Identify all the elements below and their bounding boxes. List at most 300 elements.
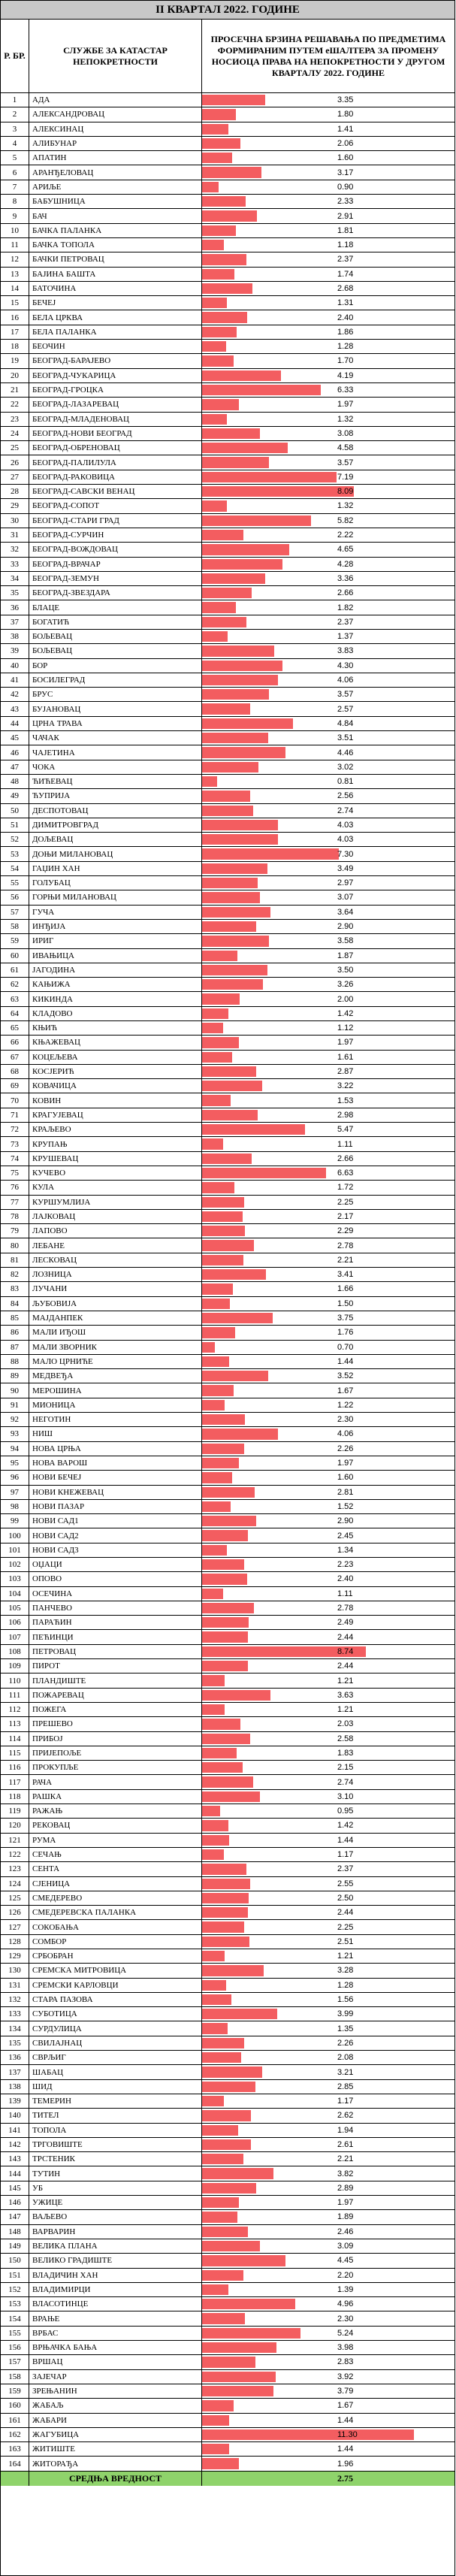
value-cell <box>202 2196 454 2209</box>
value-label: 1.52 <box>337 1501 354 1511</box>
table-row <box>1 1645 454 1659</box>
table-row <box>1 1703 454 1717</box>
service-name: ВАРВАРИН <box>29 2225 202 2239</box>
value-label: 2.66 <box>337 1153 354 1163</box>
value-label: 6.33 <box>337 385 354 395</box>
value-label: 4.06 <box>337 1429 354 1439</box>
value-cell <box>202 1486 454 1499</box>
row-number: 65 <box>1 1021 29 1035</box>
value-cell <box>202 209 454 222</box>
value-label: 3.83 <box>337 646 354 656</box>
value-cell <box>202 2414 454 2427</box>
value-bar <box>202 1211 243 1222</box>
value-cell <box>202 2152 454 2166</box>
service-name: КЊАЖЕВАЦ <box>29 1036 202 1049</box>
service-name: РАЖАЊ <box>29 1804 202 1818</box>
service-name: СУРДУЛИЦА <box>29 2021 202 2035</box>
value-bar <box>202 1138 223 1149</box>
value-label: 1.12 <box>337 1023 354 1033</box>
value-label: 3.35 <box>337 95 354 105</box>
value-cell <box>202 2094 454 2108</box>
value-bar <box>202 1545 227 1556</box>
table-row <box>1 1268 454 1282</box>
service-name: БЕОГРАД-ЛАЗАРЕВАЦ <box>29 398 202 411</box>
table-row <box>1 1543 454 1558</box>
table-row <box>1 2109 454 2123</box>
row-number: 27 <box>1 470 29 484</box>
value-label: 2.78 <box>337 1241 354 1250</box>
value-bar <box>202 1690 270 1701</box>
row-number: 16 <box>1 310 29 324</box>
value-label: 7.19 <box>337 472 354 482</box>
value-bar <box>202 2183 256 2194</box>
table-row <box>1 688 454 702</box>
service-name: БЕОГРАД-МЛАДЕНОВАЦ <box>29 413 202 426</box>
table-row <box>1 2428 454 2442</box>
value-bar <box>202 1835 229 1846</box>
table-row <box>1 1413 454 1427</box>
row-number: 133 <box>1 2007 29 2021</box>
value-cell <box>202 1166 454 1180</box>
value-bar <box>202 443 288 453</box>
row-number: 116 <box>1 1761 29 1774</box>
table-row <box>1 2007 454 2021</box>
value-bar <box>202 559 282 570</box>
table-row <box>1 963 454 978</box>
row-number: 137 <box>1 2065 29 2079</box>
value-label: 0.81 <box>337 777 354 787</box>
table-row <box>1 2370 454 2384</box>
value-cell <box>202 514 454 528</box>
service-name: ЛЕБАНЕ <box>29 1238 202 1252</box>
service-name: БЕОГРАД-СОПОТ <box>29 499 202 512</box>
row-number: 58 <box>1 920 29 933</box>
table-row <box>1 1369 454 1383</box>
value-bar <box>202 747 285 757</box>
service-name: НОВИ САД1 <box>29 1514 202 1528</box>
table-row <box>1 209 454 223</box>
value-bar <box>202 414 227 425</box>
row-number: 53 <box>1 847 29 860</box>
row-number: 114 <box>1 1732 29 1746</box>
value-cell <box>202 2269 454 2282</box>
row-number: 8 <box>1 195 29 208</box>
table-row <box>1 1920 454 1934</box>
value-cell <box>202 2021 454 2035</box>
row-number: 162 <box>1 2428 29 2441</box>
value-bar <box>202 1008 228 1019</box>
row-number: 96 <box>1 1471 29 1484</box>
table-row <box>1 485 454 499</box>
value-label: 2.15 <box>337 1763 354 1773</box>
value-cell <box>202 804 454 818</box>
value-bar <box>202 1820 228 1831</box>
row-number: 47 <box>1 760 29 774</box>
table-row <box>1 180 454 195</box>
table-header <box>1 20 454 93</box>
row-number: 76 <box>1 1181 29 1194</box>
value-label: 1.82 <box>337 603 354 612</box>
value-cell <box>202 340 454 353</box>
value-cell <box>202 949 454 963</box>
value-bar <box>202 1052 232 1063</box>
value-bar <box>202 2139 251 2150</box>
value-label: 4.96 <box>337 2299 354 2309</box>
value-cell <box>202 978 454 991</box>
value-cell <box>202 310 454 324</box>
value-bar <box>202 182 219 192</box>
service-name: СРБОБРАН <box>29 1949 202 1963</box>
table-row <box>1 2239 454 2254</box>
value-bar <box>202 675 278 685</box>
service-name: МАЛИ ЗВОРНИК <box>29 1341 202 1354</box>
service-name: ЦРНА ТРАВА <box>29 717 202 730</box>
value-cell <box>202 1572 454 1586</box>
table-row <box>1 369 454 383</box>
service-name: АРИЉЕ <box>29 180 202 194</box>
value-cell <box>202 1616 454 1629</box>
value-label: 2.61 <box>337 2140 354 2149</box>
value-label: 4.28 <box>337 559 354 569</box>
average-value: 2.75 <box>337 2472 353 2484</box>
row-number: 110 <box>1 1673 29 1687</box>
value-label: 4.58 <box>337 443 354 453</box>
value-bar <box>202 1472 232 1483</box>
table-row <box>1 890 454 905</box>
value-label: 1.53 <box>337 1096 354 1105</box>
table-row <box>1 1659 454 1673</box>
row-number: 127 <box>1 1920 29 1934</box>
row-number: 6 <box>1 165 29 179</box>
row-number: 100 <box>1 1528 29 1542</box>
value-label: 3.64 <box>337 907 354 917</box>
value-bar <box>202 965 267 975</box>
service-name: КАЊИЖА <box>29 978 202 991</box>
value-label: 2.00 <box>337 994 354 1004</box>
value-bar <box>202 1980 226 1991</box>
row-number: 93 <box>1 1427 29 1441</box>
value-bar <box>202 1791 260 1802</box>
service-name: ЛЕСКОВАЦ <box>29 1253 202 1267</box>
value-bar <box>202 1197 244 1208</box>
value-cell <box>202 1137 454 1150</box>
value-bar <box>202 2110 251 2121</box>
table-row <box>1 630 454 644</box>
value-label: 4.19 <box>337 370 354 380</box>
value-bar <box>202 2038 244 2048</box>
service-name: НОВИ БЕЧЕЈ <box>29 1471 202 1484</box>
service-name: ПРОКУПЉЕ <box>29 1761 202 1774</box>
table-row <box>1 2196 454 2210</box>
table-row <box>1 528 454 543</box>
service-name: ГОРЊИ МИЛАНОВАЦ <box>29 890 202 904</box>
value-cell <box>202 151 454 165</box>
value-cell <box>202 920 454 933</box>
row-number: 5 <box>1 151 29 165</box>
table-row <box>1 659 454 673</box>
value-cell <box>202 890 454 904</box>
value-label: 1.86 <box>337 327 354 337</box>
row-number: 68 <box>1 1065 29 1078</box>
table-row <box>1 441 454 455</box>
value-bar <box>202 1066 256 1077</box>
value-bar <box>202 2096 224 2106</box>
service-name: СОКОБАЊА <box>29 1920 202 1934</box>
value-bar <box>202 1255 243 1265</box>
value-cell <box>202 195 454 208</box>
service-name: БЕОЧИН <box>29 340 202 353</box>
table-row <box>1 1528 454 1543</box>
average-label: СРЕДЊА ВРЕДНОСТ <box>29 2472 202 2486</box>
table-row <box>1 2442 454 2457</box>
value-bar <box>202 500 227 511</box>
table-row <box>1 2036 454 2051</box>
value-bar <box>202 1734 250 1744</box>
value-bar <box>202 1849 224 1860</box>
value-label: 3.26 <box>337 980 354 990</box>
service-name: ИРИГ <box>29 934 202 948</box>
value-label: 1.97 <box>337 2198 354 2208</box>
value-label: 3.36 <box>337 573 354 583</box>
value-cell <box>202 1543 454 1557</box>
value-cell <box>202 688 454 701</box>
value-bar <box>202 1110 258 1120</box>
table-row <box>1 122 454 137</box>
service-name: ПРЕШЕВО <box>29 1717 202 1731</box>
value-label: 2.90 <box>337 1516 354 1526</box>
service-name: СМЕДЕРЕВСКА ПАЛАНКА <box>29 1906 202 1919</box>
value-label: 1.72 <box>337 1183 354 1193</box>
value-label: 1.21 <box>337 1952 354 1961</box>
service-name: МЕРОШИНА <box>29 1383 202 1397</box>
row-number: 67 <box>1 1051 29 1064</box>
value-cell <box>202 1007 454 1020</box>
value-label: 3.07 <box>337 893 354 903</box>
value-bar <box>202 2227 248 2237</box>
value-cell <box>202 1819 454 1832</box>
row-number: 69 <box>1 1079 29 1093</box>
value-cell <box>202 1355 454 1368</box>
value-cell <box>202 615 454 629</box>
value-bar <box>202 2212 237 2222</box>
value-label: 1.18 <box>337 240 354 250</box>
value-cell <box>202 1935 454 1949</box>
service-name: НОВИ ПАЗАР <box>29 1500 202 1513</box>
table-row <box>1 876 454 890</box>
row-number: 164 <box>1 2457 29 2470</box>
service-name: УЖИЦЕ <box>29 2196 202 2209</box>
value-label: 2.30 <box>337 2314 354 2324</box>
value-label: 3.49 <box>337 863 354 873</box>
value-cell <box>202 1123 454 1136</box>
table-row <box>1 2384 454 2399</box>
value-label: 3.21 <box>337 2067 354 2077</box>
average-row-number <box>1 2472 29 2486</box>
value-cell <box>202 1108 454 1122</box>
table-row <box>1 717 454 731</box>
service-name: АЛИБУНАР <box>29 137 202 150</box>
value-cell <box>202 1848 454 1861</box>
service-name: АДА <box>29 93 202 107</box>
value-bar <box>202 341 226 352</box>
table-row <box>1 673 454 688</box>
value-label: 1.97 <box>337 400 354 410</box>
value-cell <box>202 2124 454 2137</box>
value-cell <box>202 1383 454 1397</box>
value-bar <box>202 1283 233 1294</box>
value-bar <box>202 2241 260 2251</box>
table-row <box>1 1196 454 1210</box>
table-row <box>1 745 454 760</box>
table-row <box>1 1210 454 1224</box>
table-row <box>1 2065 454 2079</box>
value-cell <box>202 630 454 643</box>
value-cell <box>202 1761 454 1774</box>
value-cell <box>202 2341 454 2354</box>
value-label: 1.39 <box>337 2284 354 2294</box>
table-row <box>1 1238 454 1253</box>
service-name: ВАЉЕВО <box>29 2210 202 2224</box>
table-row <box>1 1862 454 1876</box>
service-name: ТОПОЛА <box>29 2124 202 2137</box>
value-bar <box>202 588 252 598</box>
value-label: 8.09 <box>337 487 354 497</box>
row-number: 158 <box>1 2370 29 2384</box>
value-bar <box>202 820 278 830</box>
table-row <box>1 1979 454 1993</box>
table-row <box>1 1152 454 1166</box>
row-number: 79 <box>1 1224 29 1238</box>
value-cell <box>202 1238 454 1252</box>
table-row <box>1 1891 454 1906</box>
value-cell <box>202 369 454 382</box>
row-number: 144 <box>1 2166 29 2180</box>
value-label: 2.74 <box>337 806 354 815</box>
service-name: ПАРАЋИН <box>29 1616 202 1629</box>
row-number: 109 <box>1 1659 29 1673</box>
row-number: 155 <box>1 2327 29 2340</box>
value-label: 1.44 <box>337 1835 354 1845</box>
service-name: КРУПАЊ <box>29 1137 202 1150</box>
service-name: ЛУЧАНИ <box>29 1282 202 1296</box>
value-cell <box>202 2036 454 2050</box>
row-number: 82 <box>1 1268 29 1281</box>
value-cell <box>202 1920 454 1934</box>
value-cell <box>202 2051 454 2064</box>
value-cell <box>202 252 454 266</box>
table-row <box>1 1673 454 1688</box>
value-label: 3.10 <box>337 1791 354 1801</box>
table-row <box>1 2225 454 2239</box>
table-row <box>1 1775 454 1789</box>
row-number: 89 <box>1 1369 29 1383</box>
value-bar <box>202 834 278 845</box>
service-name: СРЕМСКИ КАРЛОВЦИ <box>29 1979 202 1992</box>
table-row <box>1 354 454 368</box>
value-cell <box>202 2399 454 2412</box>
row-number: 70 <box>1 1093 29 1107</box>
value-label: 1.42 <box>337 1821 354 1831</box>
row-number: 1 <box>1 93 29 107</box>
value-label: 2.20 <box>337 2270 354 2280</box>
service-name: СТАРА ПАЗОВА <box>29 1993 202 2006</box>
row-number: 98 <box>1 1500 29 1513</box>
value-bar <box>202 1603 254 1613</box>
table-row <box>1 1442 454 1456</box>
service-name: ЈАГОДИНА <box>29 963 202 977</box>
value-label: 1.41 <box>337 124 354 134</box>
table-row <box>1 2355 454 2369</box>
value-label: 1.50 <box>337 1299 354 1308</box>
row-number: 39 <box>1 644 29 658</box>
service-name: СВИЛАЈНАЦ <box>29 2036 202 2050</box>
service-name: БОГАТИЋ <box>29 615 202 629</box>
value-label: 2.06 <box>337 139 354 149</box>
value-label: 2.56 <box>337 791 354 801</box>
value-label: 3.50 <box>337 965 354 975</box>
value-label: 2.50 <box>337 1893 354 1903</box>
table-row <box>1 847 454 861</box>
service-name: ОПОВО <box>29 1572 202 1586</box>
table-row <box>1 1253 454 1268</box>
value-label: 1.87 <box>337 951 354 960</box>
value-cell <box>202 1862 454 1876</box>
value-label: 2.45 <box>337 1531 354 1540</box>
row-number: 97 <box>1 1486 29 1499</box>
service-name: РЕКОВАЦ <box>29 1819 202 1832</box>
table-row <box>1 760 454 775</box>
table-row <box>1 1427 454 1441</box>
value-cell <box>202 1645 454 1658</box>
row-number: 2 <box>1 107 29 121</box>
value-label: 3.57 <box>337 458 354 467</box>
value-bar <box>202 2444 229 2454</box>
row-number: 32 <box>1 543 29 556</box>
value-bar <box>202 1240 254 1250</box>
value-cell <box>202 1558 454 1571</box>
value-cell <box>202 963 454 977</box>
service-name: БАЈИНА БАШТА <box>29 268 202 281</box>
value-label: 3.09 <box>337 2242 354 2251</box>
row-number: 72 <box>1 1123 29 1136</box>
service-name: БАБУШНИЦА <box>29 195 202 208</box>
service-name: МАЛИ ИЂОШ <box>29 1326 202 1339</box>
value-cell <box>202 717 454 730</box>
value-cell <box>202 2428 454 2441</box>
value-bar <box>202 312 247 322</box>
value-bar <box>202 1951 225 1961</box>
value-bar <box>202 631 228 642</box>
value-bar <box>202 1414 245 1425</box>
table-row <box>1 2341 454 2355</box>
table-row <box>1 413 454 427</box>
value-bar <box>202 1907 248 1918</box>
row-number: 145 <box>1 2181 29 2195</box>
value-label: 1.80 <box>337 110 354 119</box>
value-cell <box>202 325 454 339</box>
table-row <box>1 2399 454 2413</box>
row-number: 54 <box>1 862 29 875</box>
row-number: 77 <box>1 1196 29 1209</box>
service-name: ЖАБАРИ <box>29 2414 202 2427</box>
value-bar <box>202 1617 249 1628</box>
table-row <box>1 1051 454 1065</box>
service-name: ВЕЛИКО ГРАДИШТЕ <box>29 2254 202 2267</box>
row-number: 11 <box>1 238 29 252</box>
value-bar <box>202 167 261 177</box>
value-bar <box>202 370 281 381</box>
report-title: II КВАРТАЛ 2022. ГОДИНЕ <box>1 1 454 20</box>
